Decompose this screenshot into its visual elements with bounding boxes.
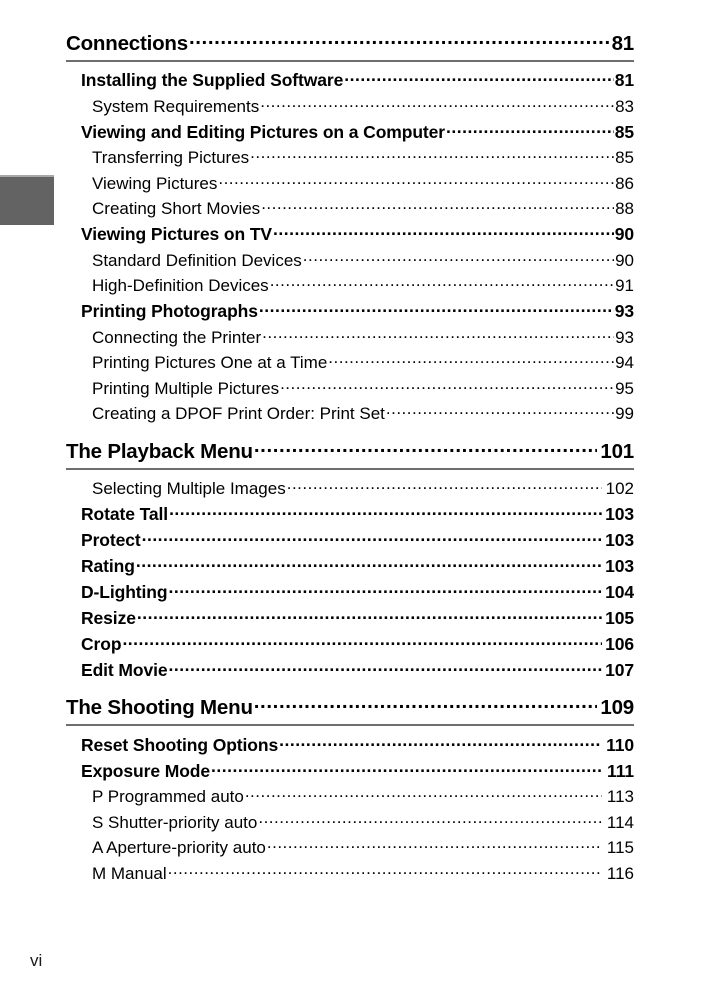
dot-leader <box>328 351 614 368</box>
toc-entry-page-number: 113 <box>606 787 634 806</box>
toc-entry-row[interactable] <box>81 528 634 551</box>
dot-leader <box>260 95 614 112</box>
toc-entry-page-number: 103 <box>605 503 634 524</box>
toc-entry-title: Creating a DPOF Print Order: Print Set <box>92 404 385 423</box>
toc-entry-page-number: 86 <box>615 173 634 193</box>
toc-entry-title: Connecting the Printer <box>92 327 262 347</box>
page-folio: vi <box>30 951 43 970</box>
toc-entry-title: Rating <box>81 555 135 576</box>
toc-chapter-title: The Shooting Menu <box>66 696 253 719</box>
toc-entry-row[interactable] <box>92 249 634 271</box>
dot-leader <box>254 437 597 458</box>
toc-entry-row[interactable] <box>81 606 634 629</box>
toc-entry-row[interactable] <box>81 554 634 577</box>
toc-entry-row[interactable] <box>92 95 634 117</box>
toc-entry-title: Installing the Supplied Software <box>81 70 344 90</box>
dot-leader <box>169 658 602 676</box>
dot-leader <box>262 326 614 343</box>
dot-leader <box>250 146 614 163</box>
toc-entry-title: Transferring Pictures <box>92 148 250 167</box>
toc-entry-row[interactable] <box>81 580 634 603</box>
dot-leader <box>136 554 602 572</box>
toc-entry-title: System Requirements <box>92 96 260 116</box>
dot-leader <box>287 477 602 494</box>
toc-entry-page-number: 91 <box>615 276 634 295</box>
chapter-rule <box>66 60 634 62</box>
toc-entry-title: S Shutter-priority auto <box>92 812 258 832</box>
toc-entry-row[interactable] <box>81 300 634 323</box>
toc-entry-page-number: 105 <box>605 607 634 628</box>
dot-leader <box>168 862 602 879</box>
toc-entry-page-number: 85 <box>614 121 634 142</box>
dot-leader <box>142 528 602 546</box>
dot-leader <box>446 120 614 138</box>
chapter-rule <box>66 468 634 470</box>
dot-leader <box>169 502 602 520</box>
toc-entry-title: D-Lighting <box>81 581 168 602</box>
toc-entry-title: Printing Pictures One at a Time <box>92 353 328 372</box>
dot-leader <box>303 249 614 266</box>
toc-entry-row[interactable] <box>81 632 634 655</box>
toc-chapter-title: The Playback Menu <box>66 439 253 463</box>
toc-entry-page-number: 90 <box>614 224 634 244</box>
dot-leader <box>270 274 614 291</box>
toc-chapter-page-number: 109 <box>600 696 634 719</box>
dot-leader <box>137 606 602 624</box>
dot-leader <box>254 694 597 715</box>
toc-entry-page-number: 90 <box>615 250 634 270</box>
toc-entry-page-number: 114 <box>606 812 634 832</box>
dot-leader <box>259 300 614 318</box>
toc-entry-page-number: 88 <box>615 199 634 218</box>
toc-chapter-page-number: 101 <box>600 439 634 463</box>
dot-leader <box>122 632 602 650</box>
toc-entry-page-number: 110 <box>606 734 634 755</box>
toc-entry-title: Reset Shooting Options <box>81 734 279 755</box>
toc-entry-row[interactable] <box>92 477 634 499</box>
toc-entry-title: Viewing Pictures on TV <box>81 224 272 244</box>
toc-entry-page-number: 111 <box>607 760 634 781</box>
toc-entry-row[interactable] <box>81 658 634 681</box>
toc-entry-page-number: 93 <box>615 327 634 347</box>
toc-entry-row[interactable] <box>81 120 634 143</box>
toc-entry-row[interactable] <box>92 377 634 399</box>
dot-leader <box>279 733 602 751</box>
toc-entry-row[interactable] <box>81 502 634 525</box>
toc-entry-title: Printing Photographs <box>81 301 258 321</box>
chapter-thumb-tab <box>0 175 54 225</box>
toc-entry-page-number: 81 <box>614 70 634 90</box>
toc-entry-page-number: 116 <box>606 863 634 883</box>
table-of-contents <box>66 29 634 887</box>
dot-leader <box>344 69 613 87</box>
toc-entry-row[interactable] <box>81 69 634 92</box>
toc-entry-title: Printing Multiple Pictures <box>92 378 280 398</box>
toc-entry-row[interactable] <box>92 351 634 373</box>
toc-entry-title: Creating Short Movies <box>92 199 261 218</box>
toc-chapter-page-number: 81 <box>611 31 634 55</box>
toc-entry-title: Rotate Tall <box>81 503 169 524</box>
toc-entry-row[interactable] <box>81 223 634 246</box>
toc-entry-list <box>66 69 634 425</box>
toc-entry-row[interactable] <box>81 733 634 756</box>
toc-entry-row[interactable] <box>92 197 634 219</box>
toc-entry-row[interactable] <box>92 172 634 194</box>
dot-leader <box>245 785 602 802</box>
toc-entry-title: Edit Movie <box>81 659 168 680</box>
dot-leader <box>273 223 614 241</box>
toc-entry-title: Crop <box>81 633 122 654</box>
toc-entry-title: Standard Definition Devices <box>92 250 302 270</box>
toc-entry-page-number: 107 <box>605 659 634 680</box>
toc-chapter-row[interactable] <box>66 29 634 56</box>
toc-entry-page-number: 103 <box>605 529 634 550</box>
toc-entry-title: M Manual <box>92 863 167 883</box>
toc-entry-title: A Aperture-priority auto <box>92 838 266 857</box>
toc-entry-row[interactable] <box>92 274 634 296</box>
toc-chapter-title: Connections <box>66 31 188 55</box>
toc-entry-row[interactable] <box>92 811 634 833</box>
toc-chapter-row[interactable] <box>66 437 634 464</box>
toc-entry-page-number: 99 <box>615 404 634 423</box>
toc-entry-row[interactable] <box>92 146 634 168</box>
toc-entry-title: Viewing and Editing Pictures on a Computer <box>81 121 445 142</box>
chapter-rule <box>66 724 634 726</box>
toc-chapter-row[interactable] <box>66 694 634 721</box>
toc-entry-page-number: 102 <box>605 478 634 498</box>
toc-entry-page-number: 85 <box>615 148 634 167</box>
toc-entry-list <box>66 733 634 884</box>
toc-entry-page-number: 93 <box>614 301 634 321</box>
toc-entry-page-number: 103 <box>605 555 634 576</box>
toc-entry-title: Exposure Mode <box>81 760 211 781</box>
toc-entry-title: High-Definition Devices <box>92 276 269 295</box>
toc-entry-page-number: 94 <box>615 353 634 372</box>
toc-entry-title: Resize <box>81 607 136 628</box>
dot-leader <box>258 811 602 828</box>
toc-entry-title: Selecting Multiple Images <box>92 478 286 498</box>
toc-entry-page-number: 106 <box>605 633 634 654</box>
toc-entry-row[interactable] <box>92 326 634 348</box>
toc-entry-title: Viewing Pictures <box>92 173 218 193</box>
toc-entry-page-number: 115 <box>606 838 634 857</box>
dot-leader <box>261 197 614 214</box>
dot-leader <box>267 836 602 853</box>
dot-leader <box>211 759 602 777</box>
toc-entry-page-number: 104 <box>605 581 634 602</box>
dot-leader <box>280 377 614 394</box>
dot-leader <box>218 172 614 189</box>
toc-entry-row[interactable] <box>92 785 634 807</box>
dot-leader <box>189 29 611 50</box>
toc-entry-row[interactable] <box>81 759 634 782</box>
toc-entry-title: Protect <box>81 529 141 550</box>
toc-entry-page-number: 95 <box>615 378 634 398</box>
toc-entry-page-number: 83 <box>615 96 634 116</box>
toc-entry-row[interactable] <box>92 862 634 884</box>
toc-entry-list <box>66 477 634 681</box>
dot-leader <box>168 580 602 598</box>
dot-leader <box>386 402 614 419</box>
toc-entry-row[interactable] <box>92 836 634 858</box>
toc-entry-row[interactable] <box>92 402 634 424</box>
toc-entry-title: P Programmed auto <box>92 787 244 806</box>
